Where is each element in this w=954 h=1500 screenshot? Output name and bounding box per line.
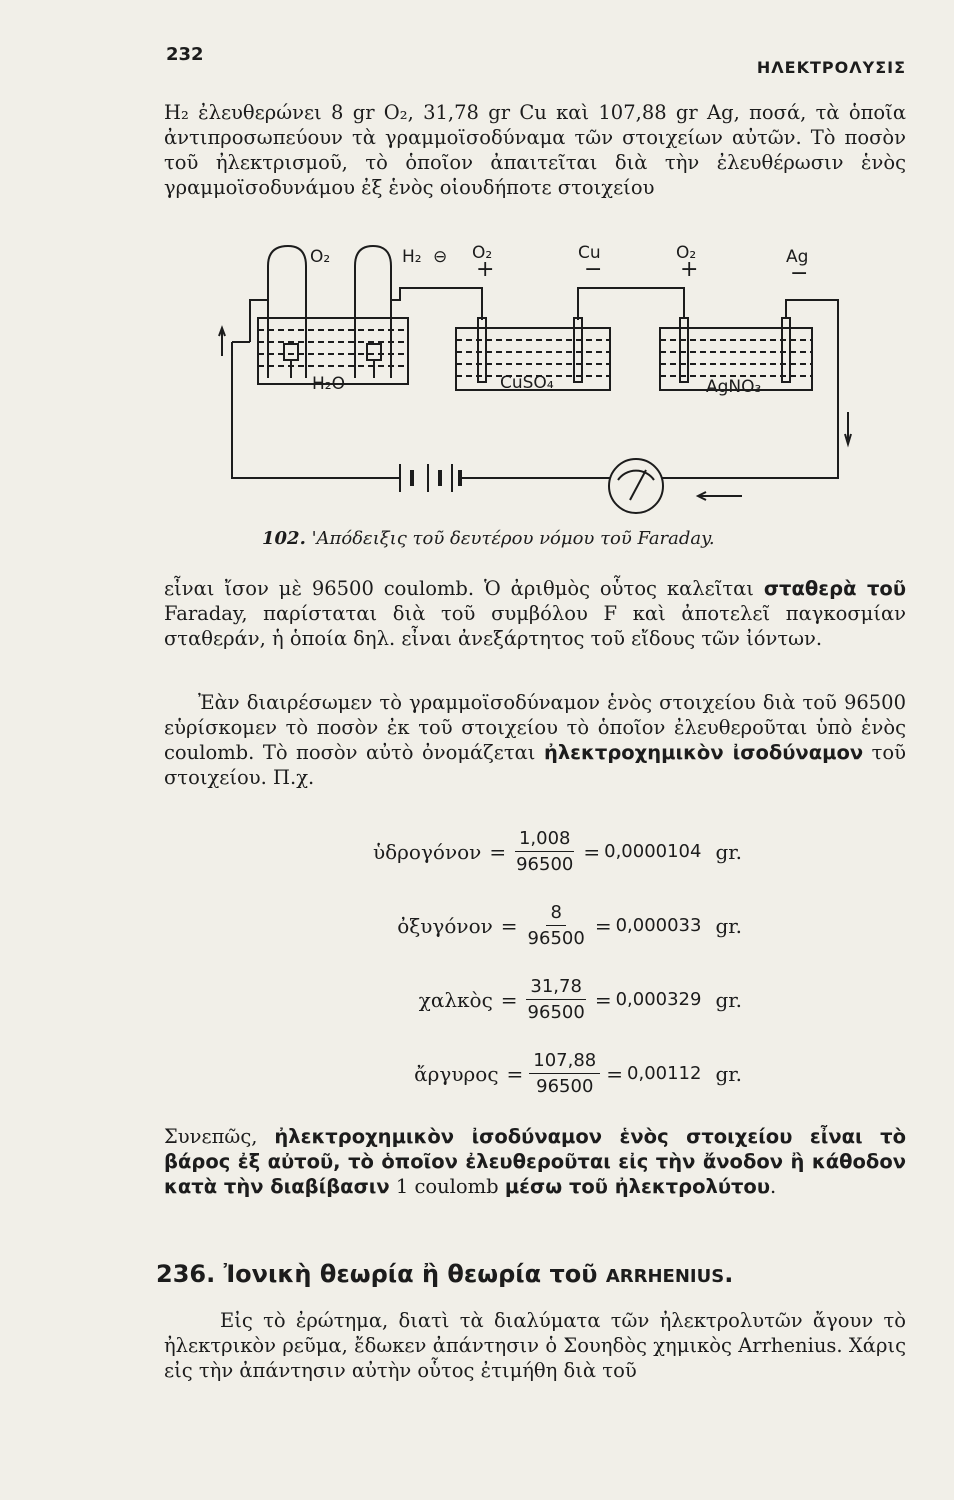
label-cu-minus: − — [584, 257, 603, 282]
label-o2-left: O₂ — [310, 247, 331, 267]
label-ag: Ag — [786, 247, 809, 267]
label-ag-minus: − — [790, 261, 809, 286]
term-faraday-constant: σταθερὰ τοῦ — [763, 577, 906, 600]
label-minus: ⊖ — [433, 247, 448, 267]
page-number: 232 — [166, 44, 204, 65]
paragraph-conclusion: Συνεπῶς, ἠλεκτροχημικὸν ἰσοδύναμον ἑνὸς στοιχείου εἶναι τὸ βάρος ἐξ αὐτοῦ, τὸ ὁποῖον ἐλευθεροῦται εἰς τὴν ἄνοδον ἢ κάθοδον κατὰ τὴν διαβίβασιν 1 coulomb μέσω τοῦ ἠλεκτρολύτου. — [164, 1125, 906, 1198]
faraday-apparatus-figure — [0, 0, 954, 520]
section-heading: 236. Ἰονικὴ θεωρία ἢ θεωρία τοῦ ARRHENIUS. — [156, 1260, 734, 1288]
figure-caption — [262, 528, 715, 549]
label-h2: H₂ — [402, 247, 422, 267]
battery-icon — [400, 464, 460, 492]
equation-silver: ἄργυρος = $\frac{107,88}{96500}$ = 0,00112 gr. — [414, 1050, 742, 1097]
paragraph-faraday-constant: εἶναι ἴσον μὲ 96500 coulomb. Ὁ ἀριθμὸς οὗτος καλεῖται σταθερὰ τοῦ Faraday, παρίσταται διὰ τοῦ συμβόλου F καὶ ἀποτελεῖ παγκοσμίαν σταθεράν, ἡ ὁποία δηλ. εἶναι ἀνεξάρτητος τοῦ εἴδους τῶν ἰόντων. — [164, 577, 906, 650]
label-agno3: AgNO₃ — [706, 377, 762, 397]
figure-number: 102. — [262, 528, 306, 549]
label-cuso4: CuSO₄ — [500, 373, 554, 393]
equation-hydrogen: ὑδρογόνον = $\frac{1,008}{96500}$ = 0,0000104 gr. — [372, 828, 742, 875]
running-title: ΗΛΕΚΤΡΟΛΥΣΙΣ — [756, 58, 906, 77]
paragraph-arrhenius: Εἰς τὸ ἐρώτημα, διατὶ τὰ διαλύματα τῶν ἠλεκτρολυτῶν ἄγουν τὸ ἠλεκτρικὸν ρεῦμα, ἔδωκεν ἀπάντησιν ὁ Σουηδὸς χημικὸς Arrhenius. Χάρις εἰς τὴν ἀπάντησιν αὐτὴν οὗτος ἐτιμήθη διὰ τοῦ — [164, 1309, 906, 1382]
label-plus-a: + — [476, 257, 495, 282]
galvanometer-icon — [609, 459, 663, 513]
equation-oxygen: ὀξυγόνον = $\frac{8}{96500}$ = 0,000033 gr. — [397, 902, 742, 949]
label-o2-anode: O₂ — [472, 243, 493, 263]
term-electrochemical-equivalent: ἠλεκτροχημικὸν ἰσοδύναμον — [543, 741, 864, 764]
label-cu: Cu — [578, 243, 601, 263]
label-o2-third: O₂ — [676, 243, 697, 263]
equation-copper: χαλκὸς = $\frac{31,78}{96500}$ = 0,000329 gr. — [418, 976, 742, 1023]
intro-paragraph: H₂ ἐλευθερώνει 8 gr O₂, 31,78 gr Cu καὶ 107,88 gr Ag, ποσά, τὰ ὁποῖα ἀντιπροσωπεύουν τὰ γραμμοϊσοδύναμα τῶν στοιχείων αὐτῶν. Τὸ ποσὸν τοῦ ἠλεκτρισμοῦ, τὸ ὁποῖον ἀπαιτεῖται διὰ τὴν ἐλευθέρωσιν ἑνὸς γραμμοϊσοδυνάμου ἐξ ἑνὸς οἱουδήποτε στοιχείου — [164, 101, 906, 199]
label-plus-b: + — [680, 257, 699, 282]
label-h2o: H₂O — [312, 374, 345, 394]
paragraph-electrochemical-equivalent: Ἐὰν διαιρέσωμεν τὸ γραμμοϊσοδύναμον ἑνὸς στοιχείου διὰ τοῦ 96500 εὑρίσκομεν τὸ ποσὸν ἐκ τοῦ στοιχείου τὸ ὁποῖον ἐλευθεροῦται ὑπὸ ἑνὸς coulomb. Τὸ ποσὸν αὐτὸ ὀνομάζεται ἠλεκτροχημικὸν ἰσοδύναμον τοῦ στοιχείου. Π.χ. — [164, 691, 906, 789]
figure-caption-text: 'Απόδειξις τοῦ δευτέρου νόμου τοῦ Faraday. — [311, 528, 715, 549]
